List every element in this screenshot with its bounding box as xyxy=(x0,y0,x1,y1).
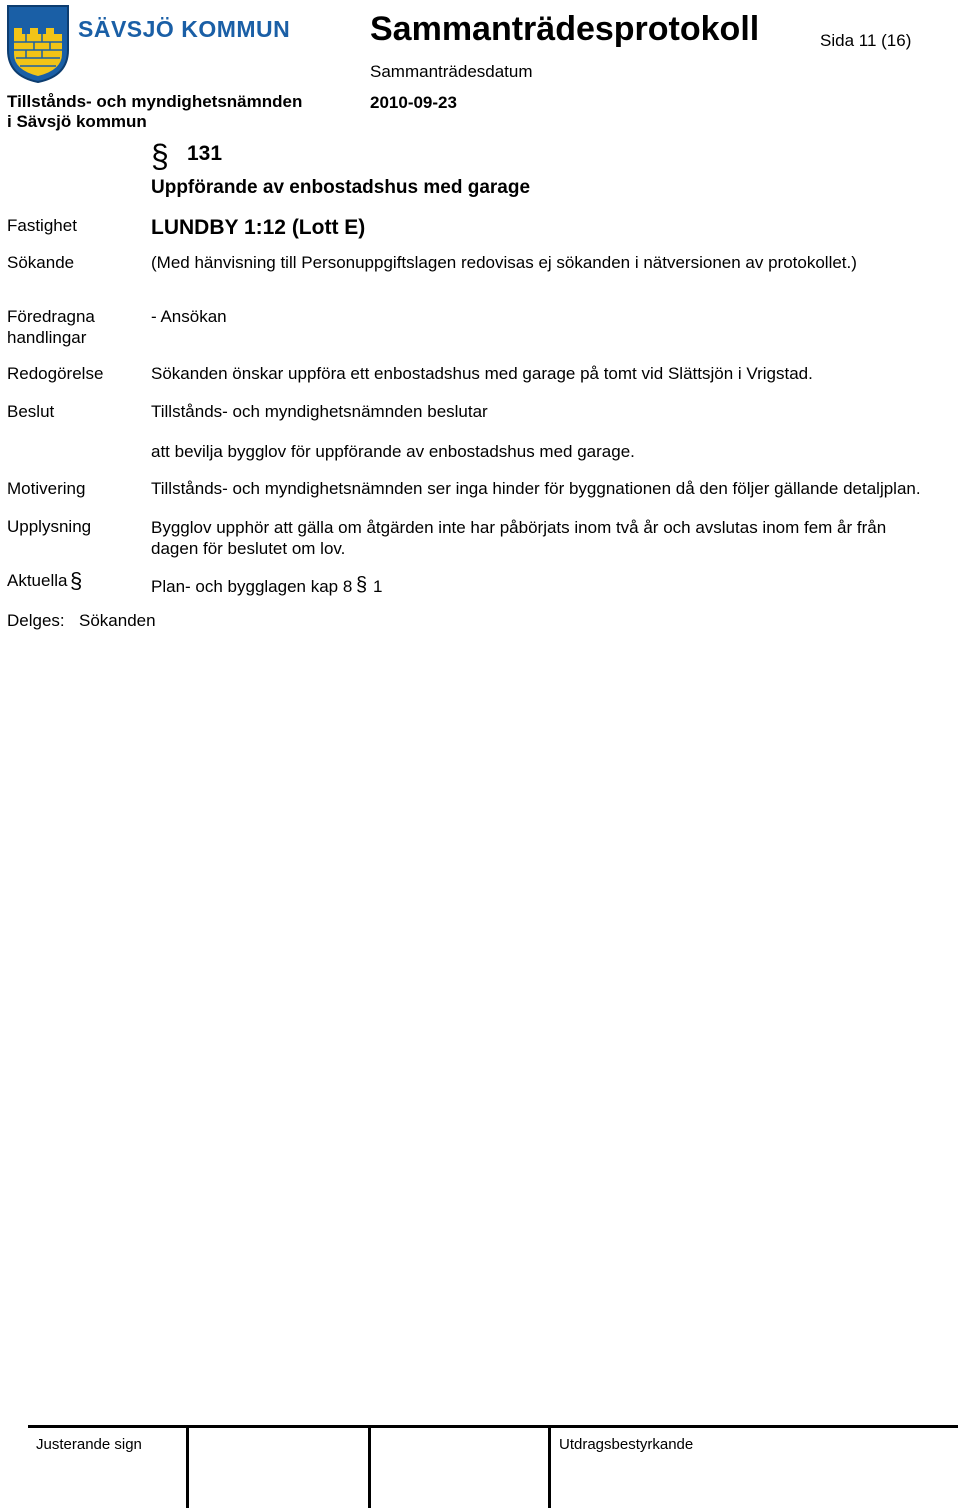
section-symbol: § xyxy=(151,138,169,174)
aktuella-paragraph-number: 1 xyxy=(373,577,383,596)
fastighet-value: LUNDBY 1:12 (Lott E) xyxy=(151,216,366,239)
municipality-logo xyxy=(6,4,306,86)
utdragsbestyrkande-label: Utdragsbestyrkande xyxy=(559,1436,694,1453)
date-label: Sammanträdesdatum xyxy=(370,62,533,81)
redogorelse-label: Redogörelse xyxy=(7,364,104,383)
foredragna-label-line1: Föredragna xyxy=(7,307,95,326)
motivering-value: Tillstånds- och myndighetsnämnden ser inga hinder för byggnationen då den följer gällande detaljplan. xyxy=(151,479,921,498)
upplysning-value: Bygglov upphör att gälla om åtgärden inte har påbörjats inom två år och avslutas inom fem år från dagen för beslutet om lov. xyxy=(151,518,887,558)
footer-top-rule xyxy=(28,1425,958,1428)
section-number: 131 xyxy=(187,142,223,165)
date-value: 2010-09-23 xyxy=(370,93,457,112)
sokande-label: Sökande xyxy=(7,253,75,272)
aktuella-label: Aktuella xyxy=(7,571,68,590)
logo-text: SÄVSJÖ KOMMUN xyxy=(78,16,291,42)
sokande-value: (Med hänvisning till Personuppgiftslagen redovisas ej sökanden i nätversionen av protokollet.) xyxy=(151,253,857,272)
committee-name: Tillstånds- och myndighetsnämnden xyxy=(7,92,303,111)
foredragna-label-line2: handlingar xyxy=(7,328,87,347)
delges-value: Sökanden xyxy=(79,611,156,630)
coat-of-arms-icon xyxy=(6,4,70,84)
document-title: Sammanträdesprotokoll xyxy=(370,10,760,48)
justerande-sign-label: Justerande sign xyxy=(36,1436,142,1453)
fastighet-label: Fastighet xyxy=(7,216,77,235)
redogorelse-value: Sökanden önskar uppföra ett enbostadshus med garage på tomt vid Slättsjön i Vrigstad. xyxy=(151,364,813,383)
footer-divider-3 xyxy=(548,1428,551,1508)
delges-label: Delges: xyxy=(7,611,65,630)
motivering-label: Motivering xyxy=(7,479,86,498)
aktuella-paragraph-symbol-2: § xyxy=(356,574,368,596)
section-heading: Uppförande av enbostadshus med garage xyxy=(151,177,531,198)
upplysning-label: Upplysning xyxy=(7,517,92,536)
beslut-value-2: att bevilja bygglov för uppförande av enbostadshus med garage. xyxy=(151,442,635,461)
beslut-label: Beslut xyxy=(7,402,55,421)
foredragna-value: - Ansökan xyxy=(151,307,227,326)
committee-municipality: i Sävsjö kommun xyxy=(7,112,147,131)
beslut-value-1: Tillstånds- och myndighetsnämnden beslutar xyxy=(151,402,488,421)
aktuella-paragraph-symbol: § xyxy=(70,568,83,593)
page-number: Sida 11 (16) xyxy=(820,31,912,50)
aktuella-value: Plan- och bygglagen kap 8 xyxy=(151,577,353,596)
footer-divider-2 xyxy=(368,1428,371,1508)
footer-divider-1 xyxy=(186,1428,189,1508)
